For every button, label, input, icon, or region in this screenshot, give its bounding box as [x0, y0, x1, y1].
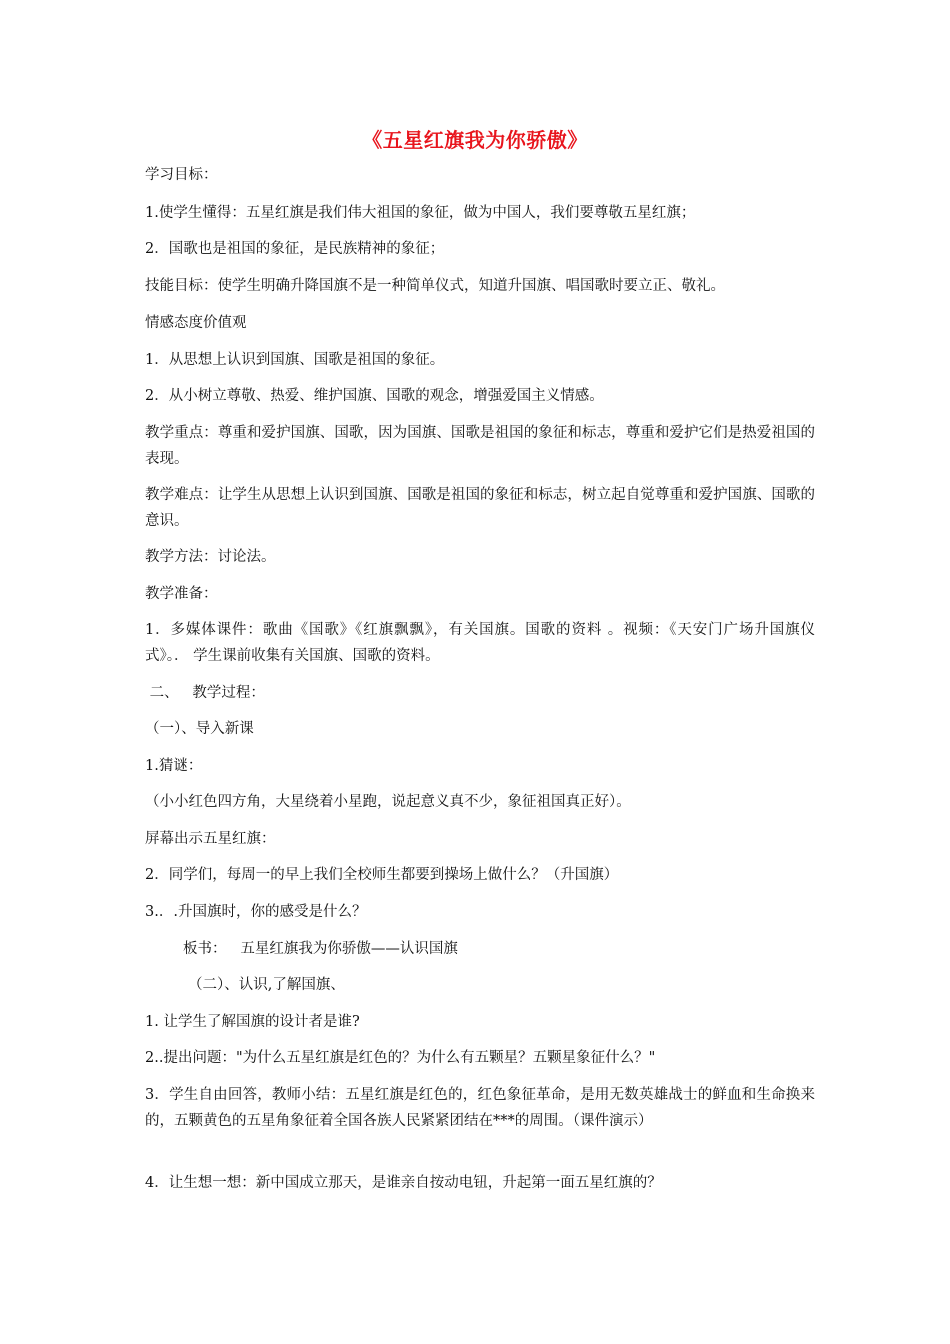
blackboard-text: 板书： 五星红旗我为你骄傲——认识国旗 [183, 941, 458, 957]
paragraph-question-2: 2．同学们，每周一的早上我们全校师生都要到操场上做什么？（升国旗） [145, 867, 619, 883]
paragraph-objective-2: 2．国歌也是祖国的象征，是民族精神的象征； [145, 241, 445, 257]
riddle-heading: 1.猜谜： [145, 758, 203, 774]
section-2-heading: 二、 教学过程： [145, 685, 265, 701]
paragraph-method: 教学方法：讨论法。 [145, 549, 276, 565]
objectives-heading: 学习目标： [145, 167, 218, 183]
paragraph-key-points: 教学重点：尊重和爱护国旗、国歌，因为国旗、国歌是祖国的象征和标志，尊重和爱护它们是热爱祖国的表现。 [145, 425, 815, 467]
paragraph-preparation: 1．多媒体课件：歌曲《国歌》《红旗飘飘》，有关国旗。国歌的资料 。视频：《天安门广场升国旗仪式》。． 学生课前收集有关国旗、国歌的资料。 [145, 622, 815, 664]
subsection-intro-heading: （一）、导入新课 [145, 721, 254, 737]
paragraph-questions: 2..提出问题："为什么五星红旗是红色的？为什么有五颗星？五颗星象征什么？" [145, 1050, 656, 1066]
values-heading: 情感态度价值观 [145, 315, 247, 331]
paragraph-skill-goal: 技能目标：使学生明确升降国旗不是一种简单仪式，知道升国旗、唱国歌时要立正、敬礼。 [145, 278, 725, 294]
paragraph-screen: 屏幕出示五星红旗： [145, 831, 276, 847]
paragraph-question-3: 3.．.升国旗时，你的感受是什么？ [145, 904, 367, 920]
paragraph-difficulties: 教学难点：让学生从思想上认识到国旗、国歌是祖国的象征和标志，树立起自觉尊重和爱护国旗、国歌的意识。 [145, 487, 815, 529]
paragraph-think: 4．让生想一想：新中国成立那天，是谁亲自按动电钮，升起第一面五星红旗的？ [145, 1175, 662, 1191]
document-title: 《五星红旗我为你骄傲》 [362, 128, 588, 152]
paragraph-values-2: 2．从小树立尊敬、热爱、维护国旗、国歌的观念，增强爱国主义情感。 [145, 388, 604, 404]
preparation-heading: 教学准备： [145, 586, 218, 602]
subsection-know-flag-heading: （二）、认识,了解国旗、 [188, 977, 345, 993]
paragraph-designer: 1. 让学生了解国旗的设计者是谁? [145, 1014, 360, 1030]
paragraph-summary: 3．学生自由回答，教师小结：五星红旗是红色的，红色象征革命，是用无数英雄战士的鲜血和生命换来的，五颗黄色的五星角象征着全国各族人民紧紧团结在***的周围。（课件演示） [145, 1087, 815, 1129]
paragraph-objective-1: 1.使学生懂得：五星红旗是我们伟大祖国的象征，做为中国人，我们要尊敬五星红旗； [145, 205, 696, 221]
riddle-text: （小小红色四方角，大星绕着小星跑，说起意义真不少，象征祖国真正好）。 [145, 794, 631, 810]
paragraph-values-1: 1．从思想上认识到国旗、国歌是祖国的象征。 [145, 352, 445, 368]
